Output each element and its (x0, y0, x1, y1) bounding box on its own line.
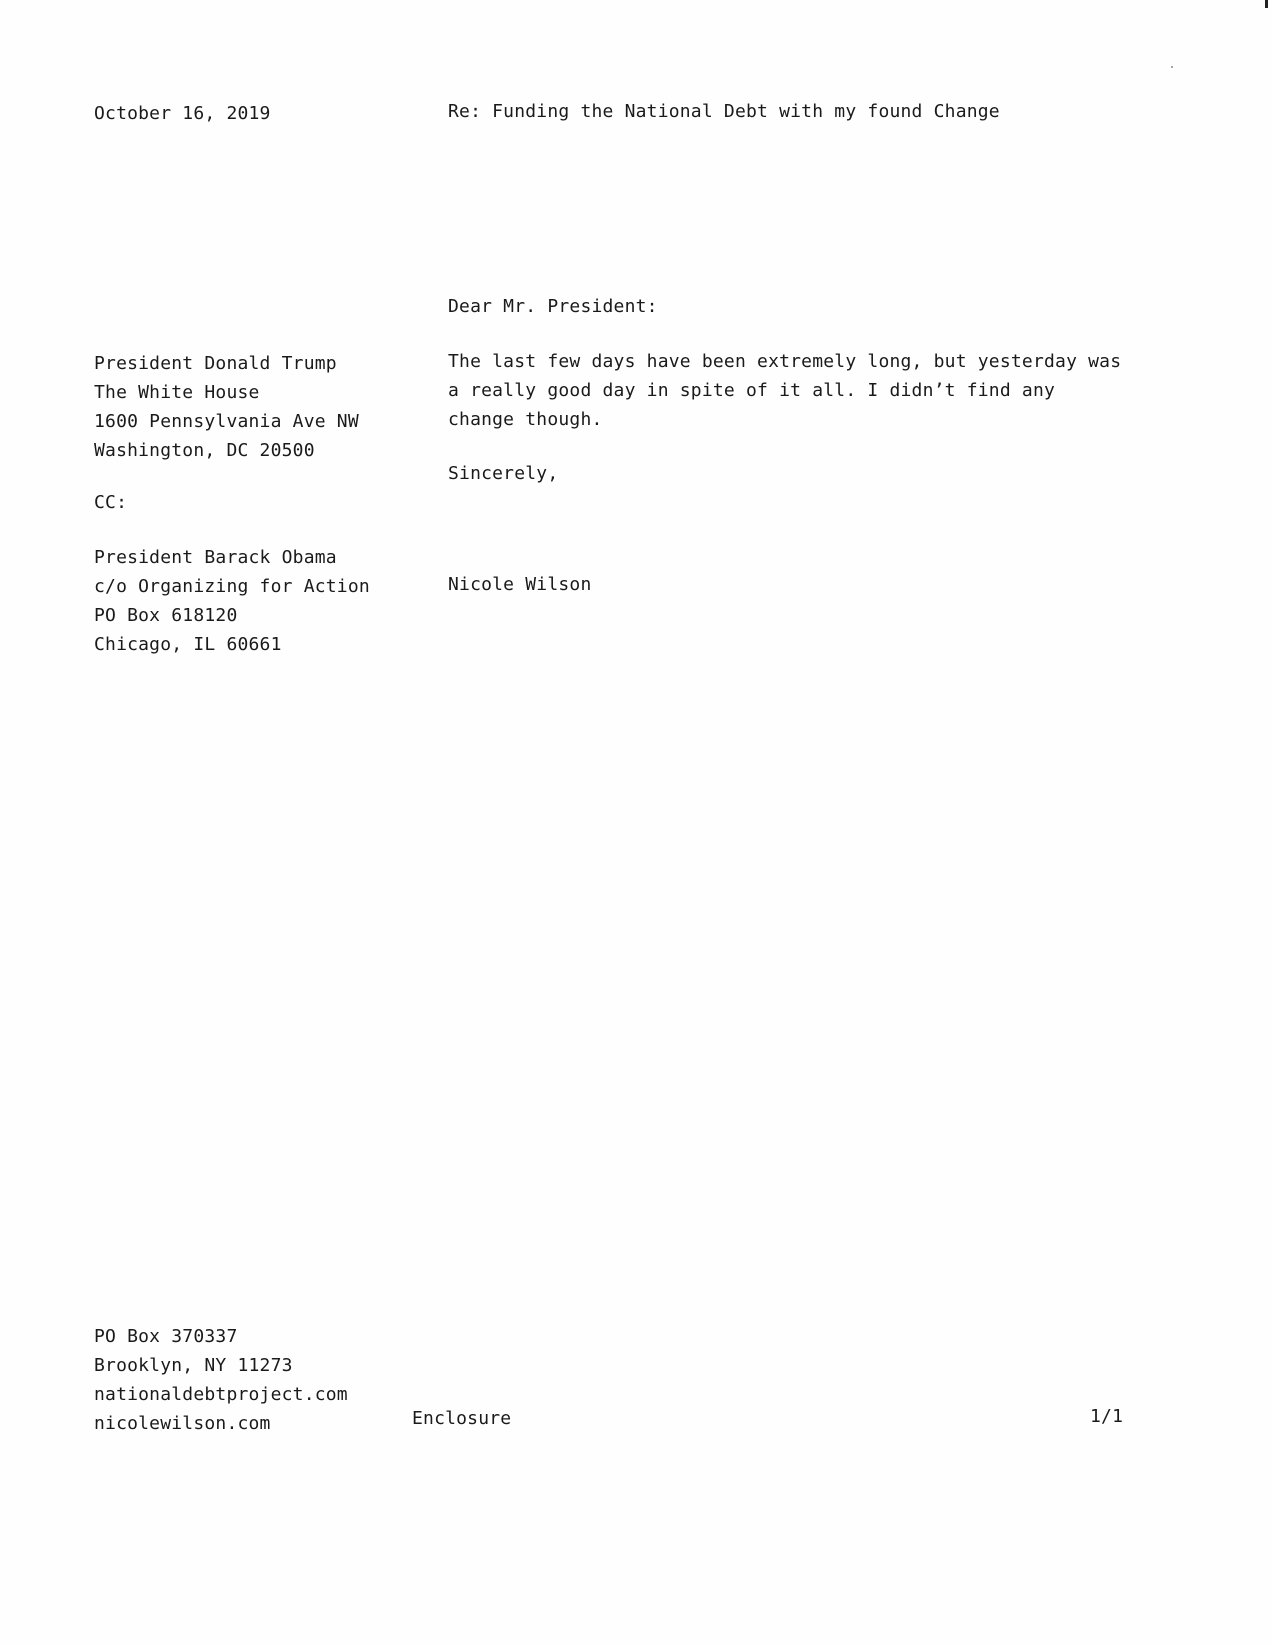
footer-line: Brooklyn, NY 11273 (94, 1355, 293, 1376)
letter-body: The last few days have been extremely long, but yesterday was a really good day in spite of it all. I didn’t find any change though. (448, 351, 1122, 430)
cc-line: PO Box 618120 (94, 605, 238, 626)
cc-address (94, 543, 370, 659)
footer-line: PO Box 370337 (94, 1326, 238, 1347)
recipient-line: The White House (94, 382, 260, 403)
cc-line: c/o Organizing for Action (94, 576, 370, 597)
cc-line: Chicago, IL 60661 (94, 634, 282, 655)
scan-speck (1171, 66, 1173, 68)
recipient-line: 1600 Pennsylvania Ave NW (94, 411, 359, 432)
cc-label: CC: (94, 492, 128, 513)
letter-subject: Re: Funding the National Debt with my found Change (448, 101, 1000, 122)
page-number: 1/1 (1090, 1406, 1124, 1427)
letter-date: October 16, 2019 (94, 103, 271, 124)
recipient-line: Washington, DC 20500 (94, 440, 315, 461)
letter-salutation: Dear Mr. President: (448, 296, 658, 317)
letter-signature: Nicole Wilson (448, 574, 592, 595)
scan-mark (1265, 0, 1268, 8)
cc-name: President Barack Obama (94, 547, 337, 568)
footer-address (94, 1322, 348, 1438)
recipient-address (94, 349, 359, 465)
recipient-name: President Donald Trump (94, 353, 337, 374)
enclosure-note: Enclosure (412, 1408, 512, 1429)
letter-closing: Sincerely, (448, 463, 559, 484)
footer-website: nationaldebtproject.com (94, 1384, 348, 1405)
footer-website: nicolewilson.com (94, 1413, 271, 1434)
